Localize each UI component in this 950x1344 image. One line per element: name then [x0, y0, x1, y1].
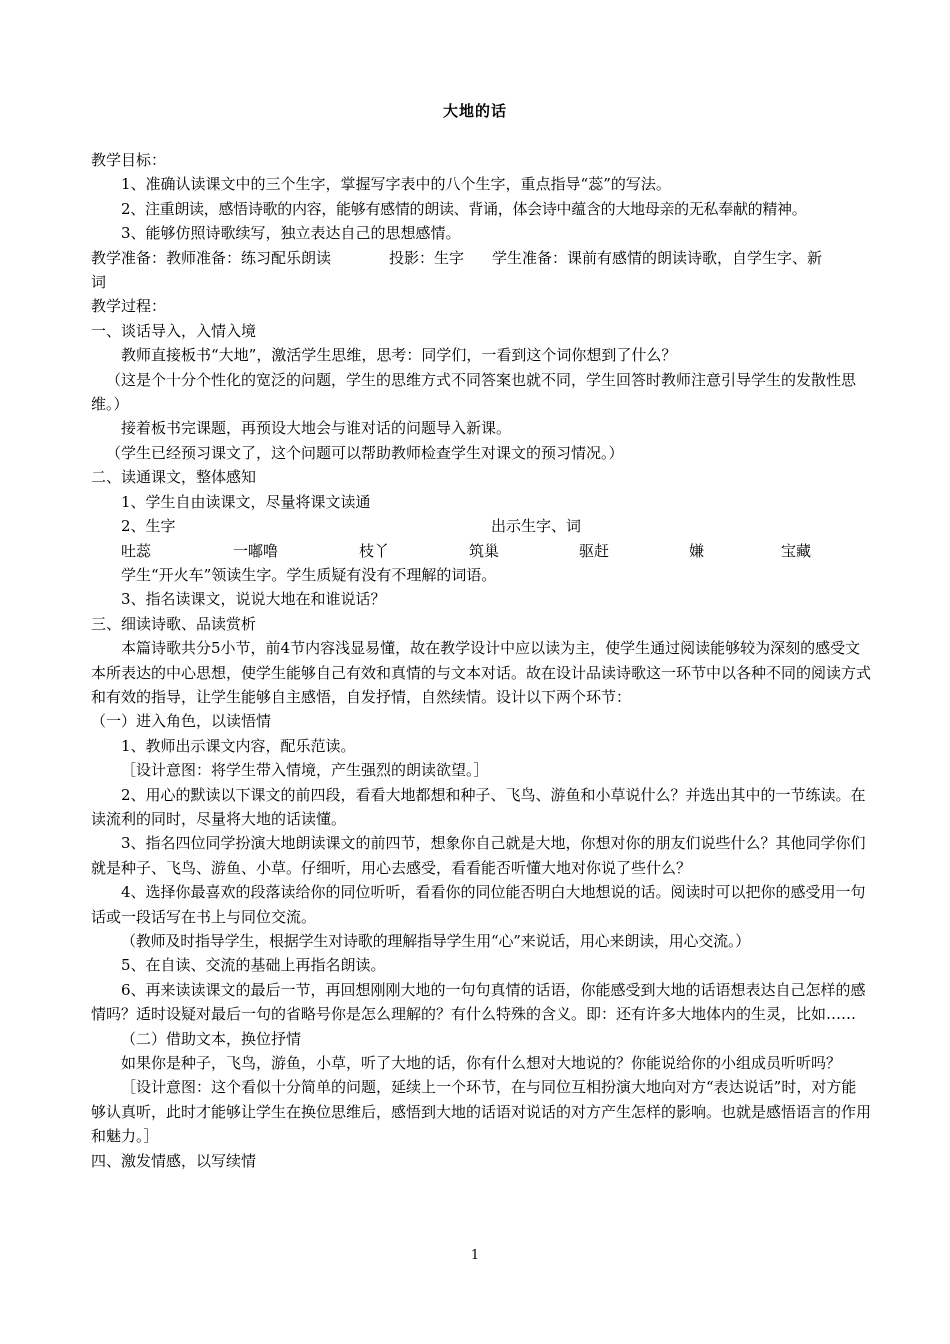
objective-item: 3、能够仿照诗歌续写，独立表达自己的思想感情。 [121, 224, 461, 243]
word-list [91, 539, 871, 563]
word-item: 驱赶 [579, 541, 610, 560]
word-item: 一嘟噜 [233, 541, 279, 560]
paragraph: （学生已经预习课文了，这个问题可以帮助教师检查学生对课文的预习情况。） [106, 443, 624, 462]
word-item: 宝藏 [781, 541, 812, 560]
paragraph: 1、教师出示课文内容，配乐范读。 [121, 736, 356, 755]
section-heading: 四、激发情感，以写续情 [91, 1151, 257, 1170]
design-intent: ［设计意图：这个看似十分简单的问题，延续上一个环节，在与同位互相扮演大地向对方“表达说话”时，对方能够认真听，此时才能够让学生在换位思维后，感悟到大地的话语对说话的对方产生怎样的影响。也就是感悟语言的作用和魅力。］ [91, 1078, 872, 1146]
section-heading: 二、读通课文，整体感知 [91, 468, 257, 487]
new-characters-label: 2、生字 [121, 517, 176, 536]
paragraph: 教师直接板书“大地”，激活学生思维，思考：同学们，一看到这个词你想到了什么？ [121, 346, 677, 365]
preparation-teacher: 教学准备：教师准备：练习配乐朗读 [91, 248, 332, 267]
objective-item: 2、注重朗读，感悟诗歌的内容，能够有感情的朗读、背诵，体会诗中蕴含的大地母亲的无私奉献的精神。 [121, 199, 807, 218]
paragraph: （教师及时指导学生，根据学生对诗歌的理解指导学生用“心”来说话，用心来朗读，用心交流。） [121, 932, 751, 950]
subsection-heading: （一）进入角色，以读悟情 [91, 712, 272, 731]
paragraph: 本篇诗歌共分5小节，前4节内容浅显易懂，故在教学设计中应以读为主，使学生通过阅读能够较为深刻的感受文本所表达的中心思想，使学生能够自己有效和真情的与文本对话。故在设计品读诗歌这一环节中以各种不同的阅读方式和有效的指导，让学生能够自主感悟，自发抒情，自然续情。设计以下两个环节： [91, 639, 872, 706]
section-heading: 一、谈话导入，入情入境 [91, 321, 257, 340]
preparation-student: 学生准备：课前有感情的朗读诗歌，自学生字、新 [492, 248, 823, 267]
paragraph: 3、指名四位同学扮演大地朗读课文的前四节，想象你自己就是大地，你想对你的朋友们说些什么？其他同学你们就是种子、飞鸟、游鱼、小草。仔细听，用心去感受，看看能否听懂大地对你说了些什么？ [91, 834, 866, 877]
objectives-heading: 教学目标： [91, 151, 167, 169]
process-heading: 教学过程： [91, 297, 167, 316]
section-heading: 三、细读诗歌、品读赏析 [91, 614, 257, 633]
preparation-line [91, 246, 871, 270]
paragraph: 如果你是种子，飞鸟，游鱼，小草，听了大地的话，你有什么想对大地说的？你能说给你的小组成员听听吗？ [121, 1054, 842, 1073]
page-number: 1 [470, 1248, 480, 1263]
paragraph: 学生“开火车”领读生字。学生质疑有没有不理解的词语。 [121, 565, 497, 584]
objective-item: 1、准确认读课文中的三个生字，掌握写字表中的八个生字，重点指导“蕊”的写法。 [121, 175, 671, 194]
paragraph: 6、再来读读课文的最后一节，再回想刚刚大地的一句句真情的话语，你能感受到大地的话语想表达自己怎样的感情吗？适时设疑对最后一句的省略号你是怎么理解的？有什么特殊的含义。即：还有许多大地体内的生灵，比如…… [91, 980, 866, 1024]
document-title: 大地的话 [442, 102, 507, 120]
word-item: 枝丫 [359, 541, 390, 560]
document-body [91, 148, 871, 1173]
word-item: 筑巢 [469, 541, 500, 560]
preparation-projection: 投影：生字 [389, 248, 465, 267]
paragraph: 2、用心的默读以下课文的前四段，看看大地都想和种子、飞鸟、游鱼和小草说什么？并选出其中的一节练读。在读流利的同时，尽量将大地的话读懂。 [91, 785, 866, 828]
preparation-continuation: 词 [91, 273, 107, 292]
paragraph: 1、学生自由读课文，尽量将课文读通 [121, 492, 371, 511]
subsection-heading: （二）借助文本，换位抒情 [121, 1029, 302, 1048]
paragraph: 4、选择你最喜欢的段落读给你的同位听听，看看你的同位能否明白大地想说的话。阅读时可以把你的感受用一句话或一段话写在书上与同位交流。 [91, 883, 866, 926]
new-characters-line [91, 514, 871, 538]
paragraph: 接着板书完课题，再预设大地会与谁对话的问题导入新课。 [121, 419, 512, 438]
paragraph: （这是个十分个性化的宽泛的问题，学生的思维方式不同答案也就不同，学生回答时教师注意引导学生的发散性思维。） [91, 370, 857, 414]
paragraph: 3、指名读课文，说说大地在和谁说话？ [121, 590, 386, 609]
word-item: 嫌 [689, 541, 705, 560]
show-characters-label: 出示生字、词 [491, 517, 582, 536]
design-intent: ［设计意图：将学生带入情境，产生强烈的朗读欲望。］ [121, 761, 489, 780]
word-item: 吐蕊 [121, 541, 152, 560]
paragraph: 5、在自读、交流的基础上再指名朗读。 [121, 956, 386, 975]
